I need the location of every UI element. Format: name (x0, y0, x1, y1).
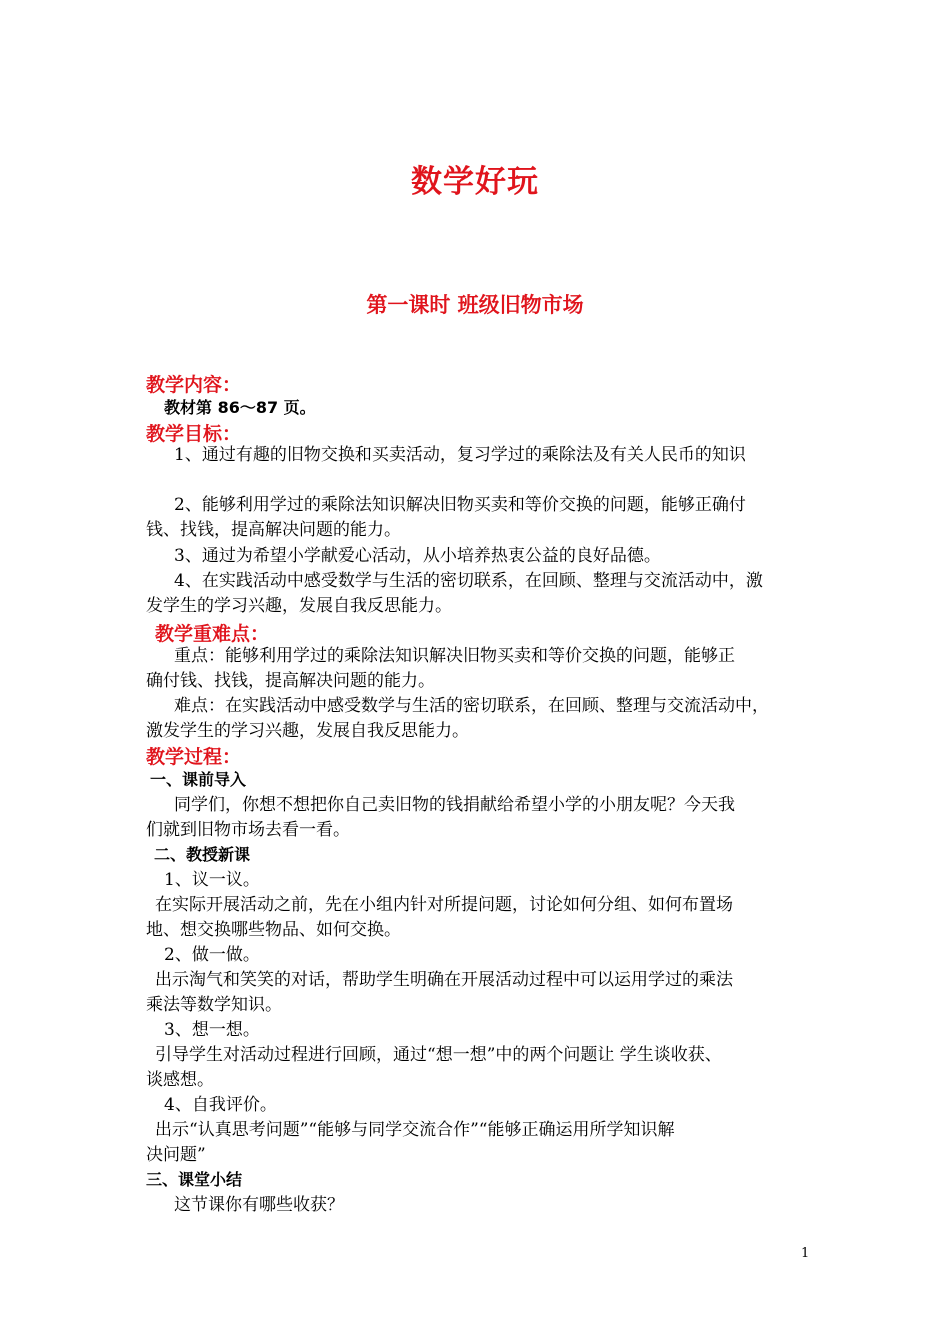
step2-line: 4、自我评价。 (164, 1095, 277, 1115)
goal-line: 4、在实践活动中感受数学与生活的密切联系，在回顾、整理与交流活动中，激 (174, 571, 763, 591)
key-line: 难点：在实践活动中感受数学与生活的密切联系，在回顾、整理与交流活动中， (174, 696, 769, 716)
step2-heading: 二、教授新课 (154, 845, 251, 864)
goal-line: 3、通过为希望小学献爱心活动，从小培养热衷公益的良好品德。 (174, 546, 661, 566)
content-heading: 教学内容： (146, 374, 242, 396)
step2-line: 决问题” (146, 1145, 206, 1165)
lesson-subtitle: 第一课时 班级旧物市场 (366, 293, 584, 317)
key-line: 激发学生的学习兴趣，发展自我反思能力。 (146, 721, 469, 741)
step2-line: 乘法等数学知识。 (146, 995, 282, 1015)
goal-line: 2、能够利用学过的乘除法知识解决旧物买卖和等价交换的问题，能够正确付 (174, 495, 746, 515)
process-heading: 教学过程： (146, 746, 242, 768)
step2-line: 出示淘气和笑笑的对话，帮助学生明确在开展活动过程中可以运用学过的乘法 (155, 970, 733, 990)
key-line: 重点：能够利用学过的乘除法知识解决旧物买卖和等价交换的问题，能够正 (174, 646, 735, 666)
step1-line: 们就到旧物市场去看一看。 (146, 820, 350, 840)
page-number: 1 (801, 1246, 810, 1261)
step2-line: 谈感想。 (146, 1070, 214, 1090)
key-points-heading: 教学重难点： (155, 623, 270, 645)
goal-line: 1、通过有趣的旧物交换和买卖活动，复习学过的乘除法及有关人民币的知识 (174, 445, 746, 465)
step2-line: 地、想交换哪些物品、如何交换。 (146, 920, 401, 940)
step2-line: 1、议一议。 (164, 870, 260, 890)
step3-line: 这节课你有哪些收获？ (174, 1195, 344, 1215)
step2-line: 在实际开展活动之前，先在小组内针对所提问题，讨论如何分组、如何布置场 (155, 895, 733, 915)
goals-heading: 教学目标： (146, 423, 242, 445)
goal-line: 发学生的学习兴趣，发展自我反思能力。 (146, 596, 452, 616)
step2-line: 引导学生对活动过程进行回顾，通过“想一想”中的两个问题让 学生谈收获、 (155, 1045, 722, 1065)
document-title: 数学好玩 (411, 164, 539, 200)
step1-heading: 一、课前导入 (150, 770, 247, 789)
step1-line: 同学们，你想不想把你自己卖旧物的钱捐献给希望小学的小朋友呢？今天我 (174, 795, 735, 815)
step2-line: 2、做一做。 (164, 945, 260, 965)
step2-line: 出示“认真思考问题”“能够与同学交流合作”“能够正确运用所学知识解 (155, 1120, 675, 1140)
content-text: 教材第 86～87 页。 (164, 398, 316, 417)
step2-line: 3、想一想。 (164, 1020, 260, 1040)
key-line: 确付钱、找钱，提高解决问题的能力。 (146, 671, 435, 691)
step3-heading: 三、课堂小结 (146, 1170, 243, 1189)
goal-line: 钱、找钱，提高解决问题的能力。 (146, 520, 401, 540)
